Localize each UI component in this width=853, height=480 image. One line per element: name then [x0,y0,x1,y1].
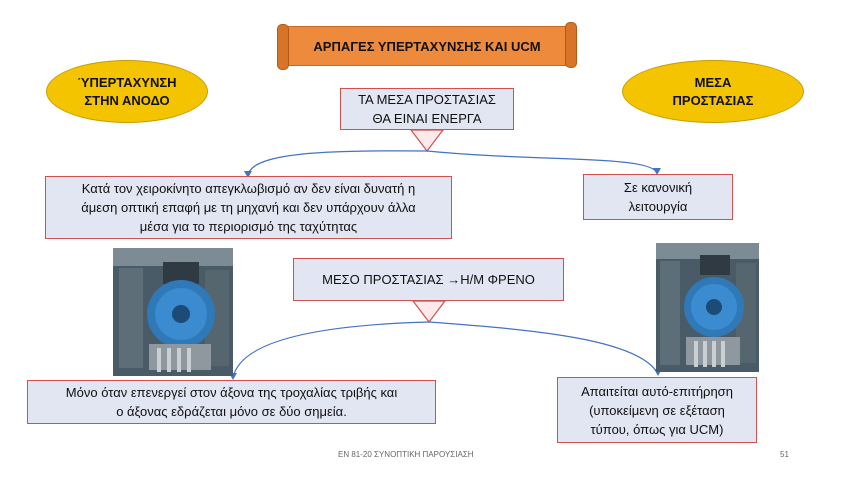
scroll-curl-right [565,22,577,68]
arrow-to-mid-left [248,151,427,176]
bottom-right-line-1: Απαιτείται αυτό-επιτήρηση [581,383,733,399]
bottom-left-line-2: ο άξονας εδράζεται μόνο σε δύο σημεία. [116,404,347,419]
mid-left-line-2: άμεση οπτική επαφή με τη μηχανή και δεν υπάρχουν άλλα [81,200,416,215]
arrow-to-bottom-right [429,322,658,374]
split-triangle-2 [413,301,445,322]
box-em-brake [293,258,564,301]
oval-uphill-overspeed [46,60,208,123]
page-number: 51 [780,450,789,459]
title-text: ΑΡΠΑΓΕΣ ΥΠΕΡΤΑΧΥΝΣΗΣ ΚΑΙ UCM [313,38,541,54]
mid-right-line-2: λειτουργία [628,199,688,214]
scroll-curl-left [277,24,289,70]
center2-text: ΜΕΣΟ ΠΡΟΣΤΑΣΙΑΣ →Η/Μ ΦΡΕΝΟ [322,272,535,287]
box-normal-operation [583,174,733,220]
box-protection-active [340,88,514,130]
arrow-to-bottom-left [233,322,429,378]
footer-text: ΕΝ 81-20 ΣΥΝΟΠΤΙΚΗ ΠΑΡΟΥΣΙΑΣΗ [338,450,474,459]
box-self-monitoring [557,377,757,443]
title-banner [282,26,572,66]
brake-photo-left [113,248,233,376]
bottom-left-line-1: Μόνο όταν επενεργεί στον άξονα της τροχαλίας τριβής και [65,385,398,400]
top-center-line-2: ΘΑ ΕΙΝΑΙ ΕΝΕΡΓΑ [372,111,482,126]
oval-right-line-1: ΜΕΣΑ [694,74,732,90]
oval-right-line-2: ΠΡΟΣΤΑΣΙΑΣ [672,92,754,108]
arrow-to-mid-right [427,151,657,173]
mid-left-line-1: Κατά τον χειροκίνητο απεγκλωβισμό αν δεν είναι δυνατή η [81,181,416,196]
bottom-right-line-3: τύπου, όπως για UCM) [590,421,724,437]
top-center-line-1: ΤΑ ΜΕΣΑ ΠΡΟΣΤΑΣΙΑΣ [358,92,496,107]
mid-right-line-1: Σε κανονική [623,180,693,195]
bottom-right-line-2: (υποκείμενη σε εξέταση [589,402,725,418]
brake-image-right [656,243,759,372]
brake-photo-right [656,243,759,372]
oval-left-line-1: ΎΠΕΡΤΑΧΥΝΣΗ [77,74,177,90]
oval-left-line-2: ΣΤΗΝ ΑΝΟΔΟ [84,92,170,108]
split-triangle-1 [411,130,443,151]
box-manual-rescue [45,176,452,239]
oval-protection-means [622,60,804,123]
box-traction-sheave-condition [27,380,436,424]
brake-image-left [113,248,233,376]
mid-left-line-3: μέσα για το περιορισμό της ταχύτητας [139,219,358,234]
